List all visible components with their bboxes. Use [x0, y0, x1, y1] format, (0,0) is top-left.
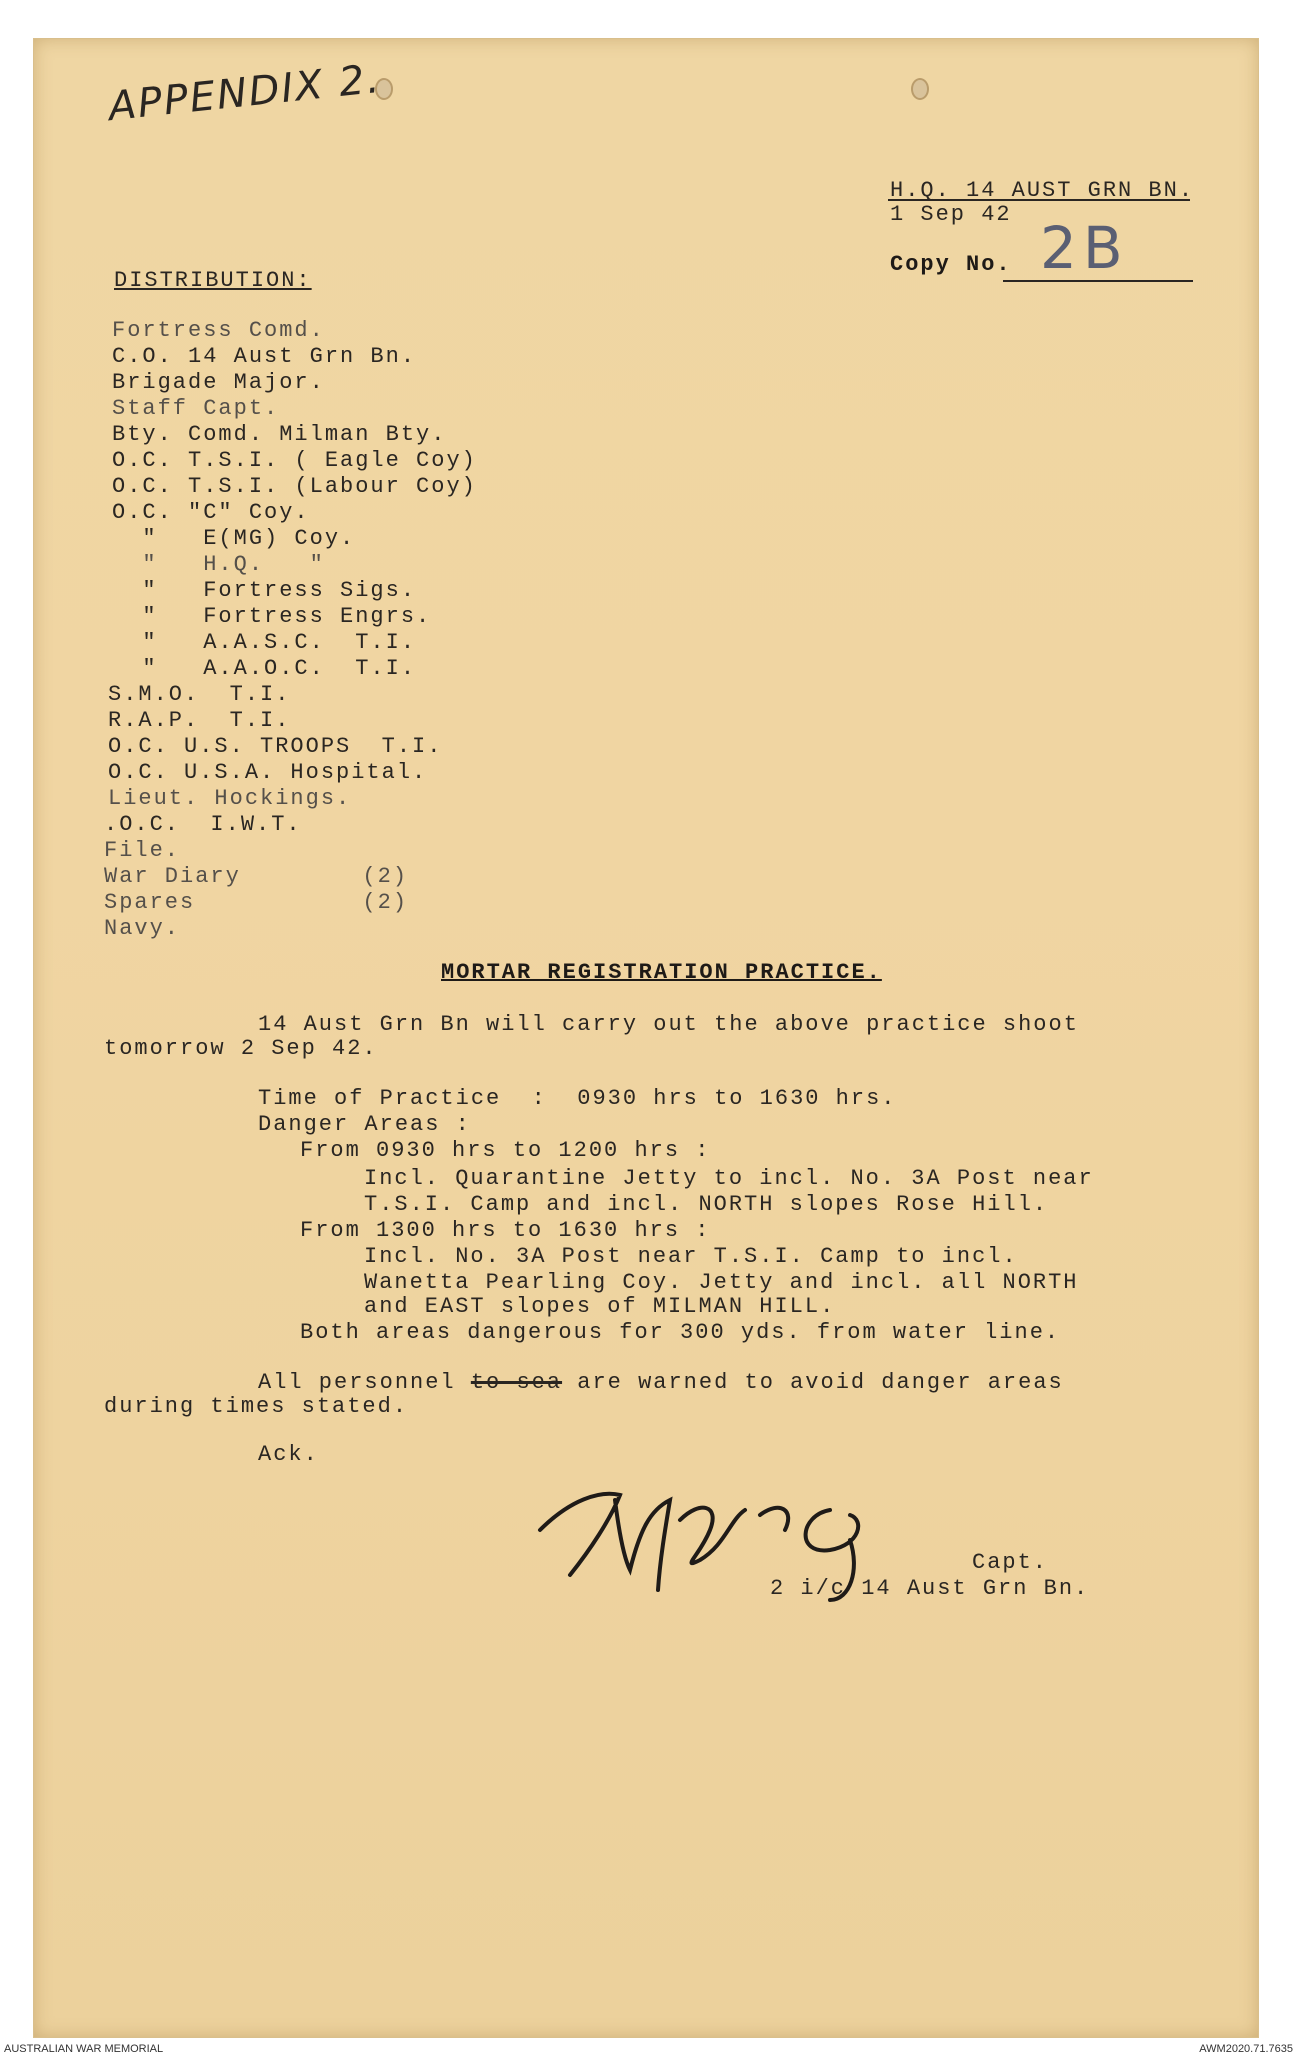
distribution-line: Bty. Comd. Milman Bty.	[112, 422, 447, 447]
copy-number-line	[1003, 280, 1193, 282]
distribution-heading: DISTRIBUTION:	[114, 268, 312, 293]
distribution-line: " A.A.S.C. T.I.	[112, 630, 417, 655]
distribution-line: S.M.O. T.I.	[108, 682, 291, 707]
distribution-line: War Diary (2)	[104, 864, 409, 889]
warning-text: All personnel	[258, 1370, 471, 1395]
ack: Ack.	[258, 1442, 319, 1467]
copy-label: Copy No.	[890, 252, 1012, 277]
danger-areas-heading: Danger Areas :	[258, 1112, 471, 1137]
danger-area-1-a: Incl. Quarantine Jetty to incl. No. 3A Post near	[364, 1166, 1094, 1191]
warning-line-a	[258, 1370, 1064, 1395]
distribution-line: O.C. U.S.A. Hospital.	[108, 760, 428, 785]
danger-area-2-c: and EAST slopes of MILMAN HILL.	[364, 1294, 836, 1319]
distribution-line: Staff Capt.	[112, 396, 280, 421]
document-title: MORTAR REGISTRATION PRACTICE.	[441, 960, 882, 985]
distribution-line: Spares (2)	[104, 890, 409, 915]
danger-area-2-b: Wanetta Pearling Coy. Jetty and incl. all NORTH	[364, 1270, 1079, 1295]
distribution-line: File.	[104, 838, 181, 863]
appendix-annotation: APPENDIX 2.	[106, 55, 384, 131]
footer-institution: AUSTRALIAN WAR MEMORIAL	[4, 2043, 164, 2055]
danger-area-1-b: T.S.I. Camp and incl. NORTH slopes Rose Hill.	[364, 1192, 1049, 1217]
distribution-line: O.C. "C" Coy.	[112, 500, 310, 525]
distribution-line: " A.A.O.C. T.I.	[112, 656, 417, 681]
warning-text-cont: are warned to avoid danger areas	[562, 1370, 1064, 1395]
body-para1-a: 14 Aust Grn Bn will carry out the above practice shoot	[258, 1012, 1079, 1037]
distribution-line: Brigade Major.	[112, 370, 325, 395]
distribution-line: .O.C. I.W.T.	[104, 812, 302, 837]
time-of-practice: Time of Practice : 0930 hrs to 1630 hrs.	[258, 1086, 897, 1111]
distribution-line: " E(MG) Coy.	[112, 526, 356, 551]
distribution-line: R.A.P. T.I.	[108, 708, 291, 733]
distribution-line: " Fortress Engrs.	[112, 604, 432, 629]
both-areas-note: Both areas dangerous for 300 yds. from water line.	[300, 1320, 1061, 1345]
distribution-line: " Fortress Sigs.	[112, 578, 417, 603]
danger-period-2: From 1300 hrs to 1630 hrs :	[300, 1218, 711, 1243]
punch-hole	[913, 80, 927, 98]
distribution-line: Fortress Comd.	[112, 318, 325, 343]
footer-accession-number: AWM2020.71.7635	[1199, 2043, 1293, 2055]
signature-appointment: 2 i/c 14 Aust Grn Bn.	[770, 1576, 1090, 1601]
distribution-line: Lieut. Hockings.	[108, 786, 352, 811]
signature-rank: Capt.	[972, 1550, 1049, 1575]
copy-number: 2B	[1040, 214, 1129, 282]
distribution-line: O.C. T.S.I. (Labour Coy)	[112, 474, 477, 499]
danger-area-2-a: Incl. No. 3A Post near T.S.I. Camp to incl.	[364, 1244, 1018, 1269]
header-date: 1 Sep 42	[890, 202, 1012, 227]
header-unit: H.Q. 14 AUST GRN BN.	[890, 178, 1195, 203]
body-para1-b: tomorrow 2 Sep 42.	[104, 1036, 378, 1061]
distribution-line: " H.Q. "	[112, 552, 325, 577]
danger-period-1: From 0930 hrs to 1200 hrs :	[300, 1138, 711, 1163]
distribution-line: O.C. U.S. TROOPS T.I.	[108, 734, 443, 759]
struck-text: to sea	[470, 1370, 563, 1395]
header-rule	[888, 199, 1190, 201]
warning-line-b: during times stated.	[104, 1394, 409, 1419]
distribution-line: Navy.	[104, 916, 181, 941]
distribution-line: C.O. 14 Aust Grn Bn.	[112, 344, 417, 369]
distribution-line: O.C. T.S.I. ( Eagle Coy)	[112, 448, 477, 473]
